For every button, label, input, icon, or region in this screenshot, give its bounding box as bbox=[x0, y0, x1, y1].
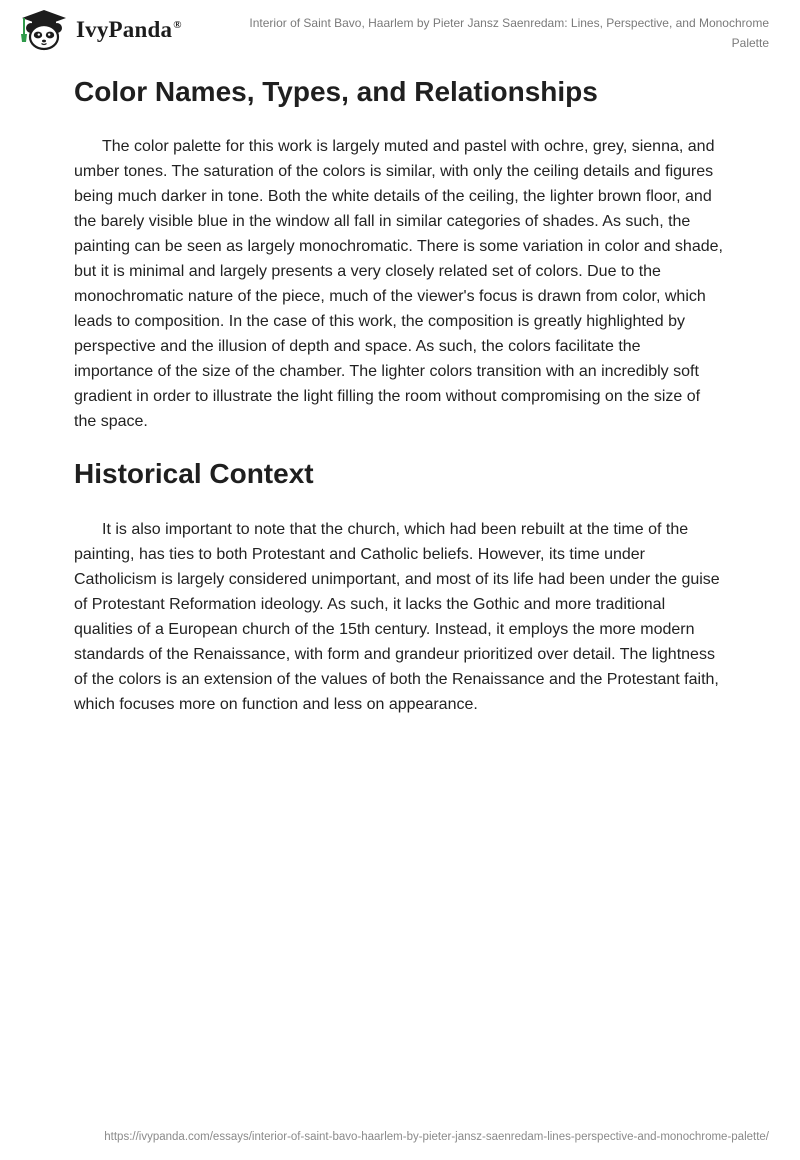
essay-body bbox=[74, 70, 724, 717]
registered-mark: ® bbox=[173, 19, 182, 32]
source-url[interactable]: https://ivypanda.com/essays/interior-of-saint-bavo-haarlem-by-pieter-jansz-saenredam-lines-perspective-and-monochrome-palette/ bbox=[104, 1131, 769, 1143]
page-header bbox=[0, 0, 800, 70]
ivypanda-logo[interactable] bbox=[14, 8, 182, 52]
section-heading: Color Names, Types, and Relationships bbox=[74, 76, 598, 107]
document-title: Interior of Saint Bavo, Haarlem by Pieter Jansz Saenredam: Lines, Perspective, and Monochrome Palette bbox=[249, 16, 769, 50]
section-paragraph: It is also important to note that the church, which had been rebuilt at the time of the painting, has ties to both Protestant and Catholic beliefs. However, its time under Catholicism is largely considered unimportant, and most of its life had been under the guise of Protestant Reformation ideology. As such, it lacks the Gothic and more traditional qualities of a European church of the 15th century. Instead, it employs the more modern standards of the Renaissance, with form and grandeur prioritized over detail. The lightness of the colors is an extension of the values of both the Renaissance and the Protestant faith, which focuses more on function and less on appearance. bbox=[74, 521, 720, 713]
section-heading: Historical Context bbox=[74, 458, 314, 489]
panda-graduate-icon bbox=[14, 8, 74, 52]
brand-name: IvyPanda® bbox=[76, 17, 182, 42]
section-paragraph: The color palette for this work is largely muted and pastel with ochre, grey, sienna, and umber tones. The saturation of the colors is similar, with only the ceiling details and figures being much darker in tone. Both the white details of the ceiling, the lighter brown floor, and the barely visible blue in the window all fall in similar categories of shades. As such, the painting can be seen as largely monochromatic. There is some variation in color and shade, but it is minimal and largely presents a very closely related set of colors. Due to the monochromatic nature of the piece, much of the viewer's focus is drawn from color, which leads to composition. In the case of this work, the composition is greatly highlighted by perspective and the illusion of depth and space. As such, the colors facilitate the importance of the size of the chamber. The lighter colors transition with an incredibly soft gradient in order to illustrate the light filling the room without compromising on the size of the space. bbox=[74, 138, 723, 430]
